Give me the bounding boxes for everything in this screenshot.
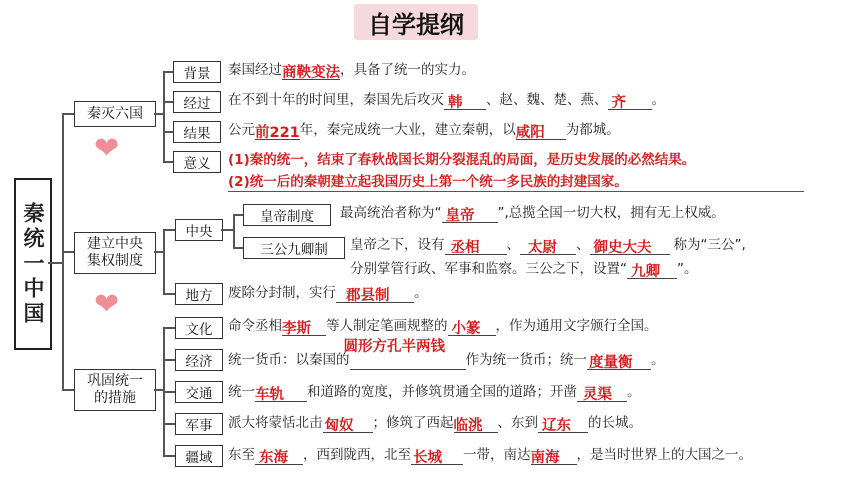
page-title: 自学提纲 xyxy=(354,4,478,40)
row-text: 废除分封制，实行 xyxy=(228,285,336,301)
row-text: 秦国经过 xyxy=(228,62,282,78)
answer: 韩 xyxy=(448,95,463,111)
leaf-central xyxy=(175,219,223,241)
answer: 东海 xyxy=(259,450,288,466)
leaf-local xyxy=(175,283,223,305)
connector xyxy=(163,455,175,457)
leaf-military xyxy=(175,413,223,435)
answer: 郡县制 xyxy=(346,288,390,304)
leaf-transport xyxy=(175,381,223,403)
row-text: ；修筑了西起 xyxy=(372,415,454,431)
row-territory xyxy=(228,445,752,465)
leaf-three-ministers xyxy=(243,237,345,259)
row-text: 东至 xyxy=(228,447,255,463)
answer: 临洮 xyxy=(453,418,483,434)
answer: 皇帝 xyxy=(445,208,475,224)
row-text: 皇帝之下，设有 xyxy=(350,237,445,253)
leaf-significance xyxy=(173,151,221,173)
leaf-label: 军事 xyxy=(185,418,213,434)
answer: 灵渠 xyxy=(583,387,612,403)
answer: 小篆 xyxy=(451,321,481,337)
row-result xyxy=(228,120,620,140)
connector xyxy=(163,327,175,329)
row-text: ，是当时世界上的大国之一。 xyxy=(576,447,752,463)
row-text: ，西到陇西，北至 xyxy=(303,447,411,463)
leaf-label: 经过 xyxy=(183,96,211,112)
answer: 九卿 xyxy=(631,264,660,280)
row-text: 、赵、魏、楚、燕、 xyxy=(486,92,608,108)
answer: 齐 xyxy=(611,95,626,111)
significance-1: (1)秦的统一，结束了春秋战国长期分裂混乱的局面，是历史发展的必然结果。 xyxy=(228,152,696,168)
row-text: 一带，南达 xyxy=(463,447,531,463)
row-text: 、东到 xyxy=(497,415,538,431)
row-text: 。 xyxy=(651,352,665,368)
row-text: 称为“三公”, xyxy=(673,237,746,253)
row-text: 在不到十年的时间里，秦国先后攻灭 xyxy=(228,92,444,108)
connector xyxy=(233,214,235,247)
leaf-label: 交通 xyxy=(185,386,213,402)
row-text: ”。 xyxy=(677,261,698,277)
answer: 车轨 xyxy=(255,387,284,403)
row-text: ”,总揽全国一切大权，拥有无上权威。 xyxy=(497,205,725,221)
connector xyxy=(163,131,173,133)
leaf-label: 疆域 xyxy=(185,450,213,466)
connector xyxy=(163,359,175,361)
section-label: 巩固统一的措施 xyxy=(87,373,143,406)
answer: 度量衡 xyxy=(589,355,633,371)
row-text: 分别掌管行政、军事和监察。三公之下，设置“ xyxy=(350,261,627,277)
section-label: 建立中央集权制度 xyxy=(87,236,143,269)
row-text: 派大将蒙恬北击 xyxy=(228,415,323,431)
leaf-label: 地方 xyxy=(185,288,213,304)
answer: 圆形方孔半两钱 xyxy=(343,339,445,355)
answer: 长城 xyxy=(413,450,442,466)
answer: 商鞅变法 xyxy=(282,65,340,81)
row-local xyxy=(228,283,428,303)
row-text: ，具备了统一的实力。 xyxy=(340,62,475,78)
connector xyxy=(48,262,62,264)
row-culture xyxy=(228,316,658,336)
row-text: 公元 xyxy=(228,122,255,138)
main-topic-box xyxy=(14,178,52,350)
leaf-label: 背景 xyxy=(183,66,211,82)
answer: 御史大夫 xyxy=(593,240,652,256)
connector xyxy=(163,293,175,295)
row-text: 年，秦完成统一大业，建立秦朝，以 xyxy=(299,122,516,138)
connector xyxy=(62,251,74,253)
connector xyxy=(163,391,175,393)
leaf-label: 三公九卿制 xyxy=(260,242,328,258)
row-text: 为都城。 xyxy=(565,122,620,138)
connector xyxy=(233,247,243,249)
section-box-qin-conquest xyxy=(74,101,156,127)
row-text: 统一货币：以秦国的 xyxy=(228,352,350,368)
leaf-label: 意义 xyxy=(183,156,211,172)
row-military xyxy=(228,413,642,433)
section-box-central-system xyxy=(74,232,156,274)
row-text: 作为统一货币；统一 xyxy=(465,352,587,368)
answer: 丞相 xyxy=(450,240,480,256)
connector xyxy=(163,101,173,103)
row-text: ，作为通用文字颁行全国。 xyxy=(495,318,658,334)
answer: 前221 xyxy=(255,125,300,141)
leaf-territory xyxy=(175,445,223,467)
connector xyxy=(154,251,163,253)
connector xyxy=(221,229,233,231)
row-ministers xyxy=(350,235,746,255)
connector xyxy=(163,229,165,293)
connector xyxy=(62,389,74,391)
significance-2: (2)统一后的秦朝建立起我国历史上第一个统一多民族的封建国家。 xyxy=(228,174,628,190)
row-text: 、 xyxy=(576,237,590,253)
row-text: 等人制定笔画规整的 xyxy=(326,318,448,334)
leaf-label: 皇帝制度 xyxy=(260,209,314,225)
leaf-result xyxy=(173,121,221,143)
row-ministers-2 xyxy=(350,259,698,279)
main-topic-label: 秦统一中国 xyxy=(21,201,45,327)
answer: 李斯 xyxy=(282,321,311,337)
section-label: 秦灭六国 xyxy=(87,105,143,122)
leaf-label: 文化 xyxy=(185,322,213,338)
leaf-process xyxy=(173,91,221,113)
heart-icon: ❤ xyxy=(94,287,120,322)
connector xyxy=(163,423,175,425)
row-text: 、 xyxy=(506,237,520,253)
leaf-background xyxy=(173,61,221,83)
leaf-culture xyxy=(175,317,223,339)
leaf-economy xyxy=(175,349,223,371)
row-text: 。 xyxy=(651,92,665,108)
answer: 咸阳 xyxy=(515,125,545,141)
row-process xyxy=(228,90,665,110)
connector xyxy=(62,113,74,115)
row-emperor xyxy=(340,203,725,223)
heart-icon: ❤ xyxy=(94,131,120,166)
connector xyxy=(233,214,243,216)
row-text: 统一 xyxy=(228,384,255,400)
connector xyxy=(154,389,163,391)
section-box-consolidation xyxy=(74,369,156,411)
answer: 南海 xyxy=(530,450,560,466)
connector xyxy=(163,229,175,231)
connector xyxy=(163,71,173,73)
answer: 匈奴 xyxy=(324,418,354,434)
leaf-label: 结果 xyxy=(183,126,211,142)
row-text: 命令丞相 xyxy=(228,318,282,334)
leaf-label: 经济 xyxy=(185,354,213,370)
row-background xyxy=(228,60,475,80)
row-text: 。 xyxy=(414,285,428,301)
connector xyxy=(163,161,173,163)
row-text: 最高统治者称为“ xyxy=(340,205,442,221)
connector xyxy=(163,71,165,161)
row-text: 和道路的宽度，并修筑贯通全国的道路；开凿 xyxy=(307,384,577,400)
answer: 太尉 xyxy=(528,240,557,256)
row-economy xyxy=(228,339,665,371)
underline xyxy=(228,191,804,192)
leaf-label: 中央 xyxy=(185,224,213,240)
leaf-emperor-system xyxy=(243,204,331,226)
row-transport xyxy=(228,382,641,402)
connector xyxy=(154,113,163,115)
row-text: 的长城。 xyxy=(588,415,642,431)
answer: 辽东 xyxy=(542,418,571,434)
row-text: 。 xyxy=(627,384,641,400)
